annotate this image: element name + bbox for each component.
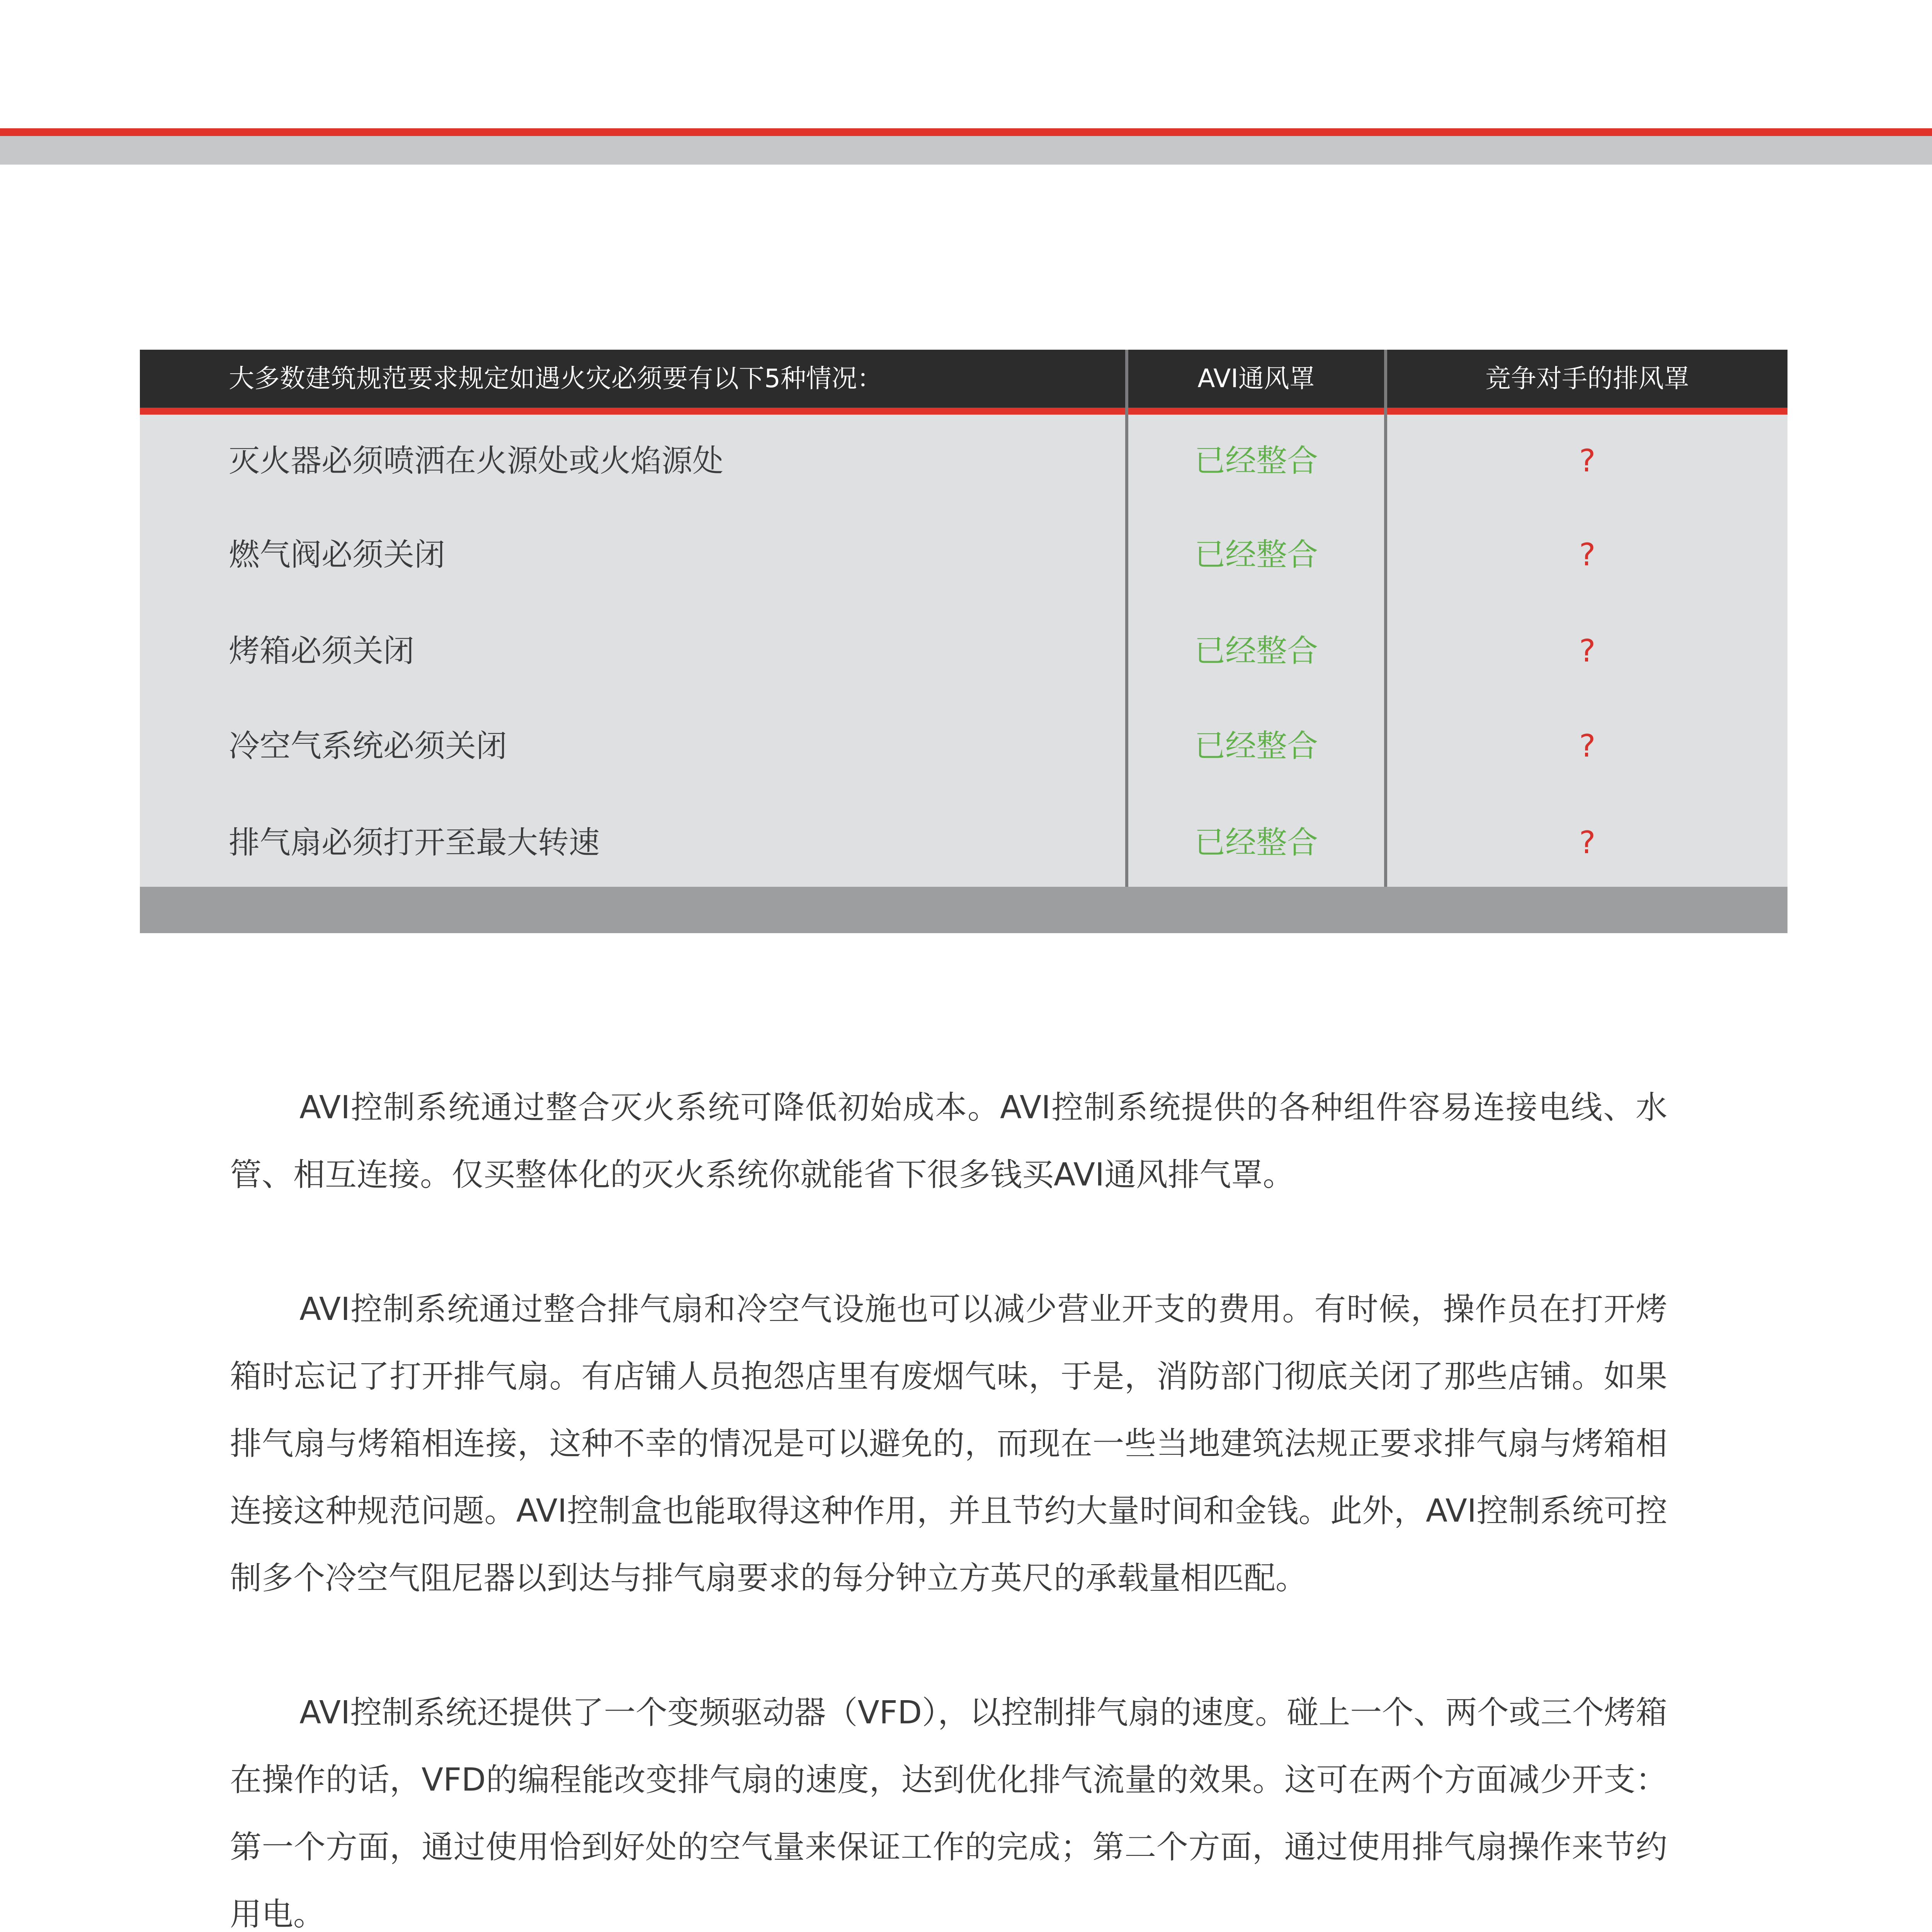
row-avi-status: 已经整合: [1194, 825, 1318, 861]
row-competitor-status: ?: [1579, 443, 1596, 479]
paragraph: AVI控制系统通过整合灭火系统可降低初始成本。AVI控制系统提供的各种组件容易连接电线、水管、相互连接。仅买整体化的灭火系统你就能省下很多钱买AVI通风排气罩。: [230, 1089, 1667, 1193]
header-red-rule: [140, 408, 1787, 415]
header-competitor: 竞争对手的排风罩: [1485, 364, 1689, 393]
table-body: [140, 415, 1787, 887]
row-competitor-status: ?: [1579, 825, 1596, 861]
table-footer-band: [140, 887, 1787, 933]
row-condition: 燃气阀必须关闭: [229, 537, 445, 573]
column-divider: [1125, 350, 1128, 887]
body-text: [230, 1074, 1667, 1932]
column-divider: [1384, 350, 1387, 887]
table-header: [140, 350, 1787, 408]
comparison-table: [140, 350, 1787, 972]
row-avi-status: 已经整合: [1194, 728, 1318, 764]
paragraph: AVI控制系统通过整合排气扇和冷空气设施也可以减少营业开支的费用。有时候，操作员在打开烤箱时忘记了打开排气扇。有店铺人员抱怨店里有废烟气味，于是，消防部门彻底关闭了那些店铺。如果排气扇与烤箱相连接，这种不幸的情况是可以避免的，而现在一些当地建筑法规正要求排气扇与烤箱相连接这种规范问题。AVI控制盒也能取得这种作用，并且节约大量时间和金钱。此外，AVI控制系统可控制多个冷空气阻尼器以到达与排气扇要求的每分钟立方英尺的承载量相匹配。: [230, 1291, 1667, 1597]
row-avi-status: 已经整合: [1194, 633, 1318, 669]
row-avi-status: 已经整合: [1194, 443, 1318, 479]
header-condition: 大多数建筑规范要求规定如遇火灾必须要有以下5种情况：: [229, 364, 883, 393]
table-row: [140, 796, 1787, 889]
table-row: [140, 509, 1787, 601]
table-row: [140, 415, 1787, 507]
top-red-rule: [0, 128, 1932, 136]
header-avi: AVI通风罩: [1197, 364, 1315, 393]
top-gray-band: [0, 136, 1932, 165]
row-condition: 冷空气系统必须关闭: [229, 728, 507, 764]
row-condition: 灭火器必须喷洒在火源处或火焰源处: [229, 443, 723, 479]
row-condition: 排气扇必须打开至最大转速: [229, 825, 600, 861]
row-competitor-status: ?: [1579, 537, 1596, 573]
table-row: [140, 605, 1787, 697]
table-row: [140, 700, 1787, 793]
paragraph: AVI控制系统还提供了一个变频驱动器（VFD），以控制排气扇的速度。碰上一个、两个或三个烤箱在操作的话，VFD的编程能改变排气扇的速度，达到优化排气流量的效果。这可在两个方面减少开支：第一个方面，通过使用恰到好处的空气量来保证工作的完成；第二个方面，通过使用排气扇操作来节约用电。: [230, 1694, 1667, 1932]
row-avi-status: 已经整合: [1194, 537, 1318, 573]
row-condition: 烤箱必须关闭: [229, 633, 414, 669]
row-competitor-status: ?: [1579, 728, 1596, 764]
row-competitor-status: ?: [1579, 633, 1596, 669]
